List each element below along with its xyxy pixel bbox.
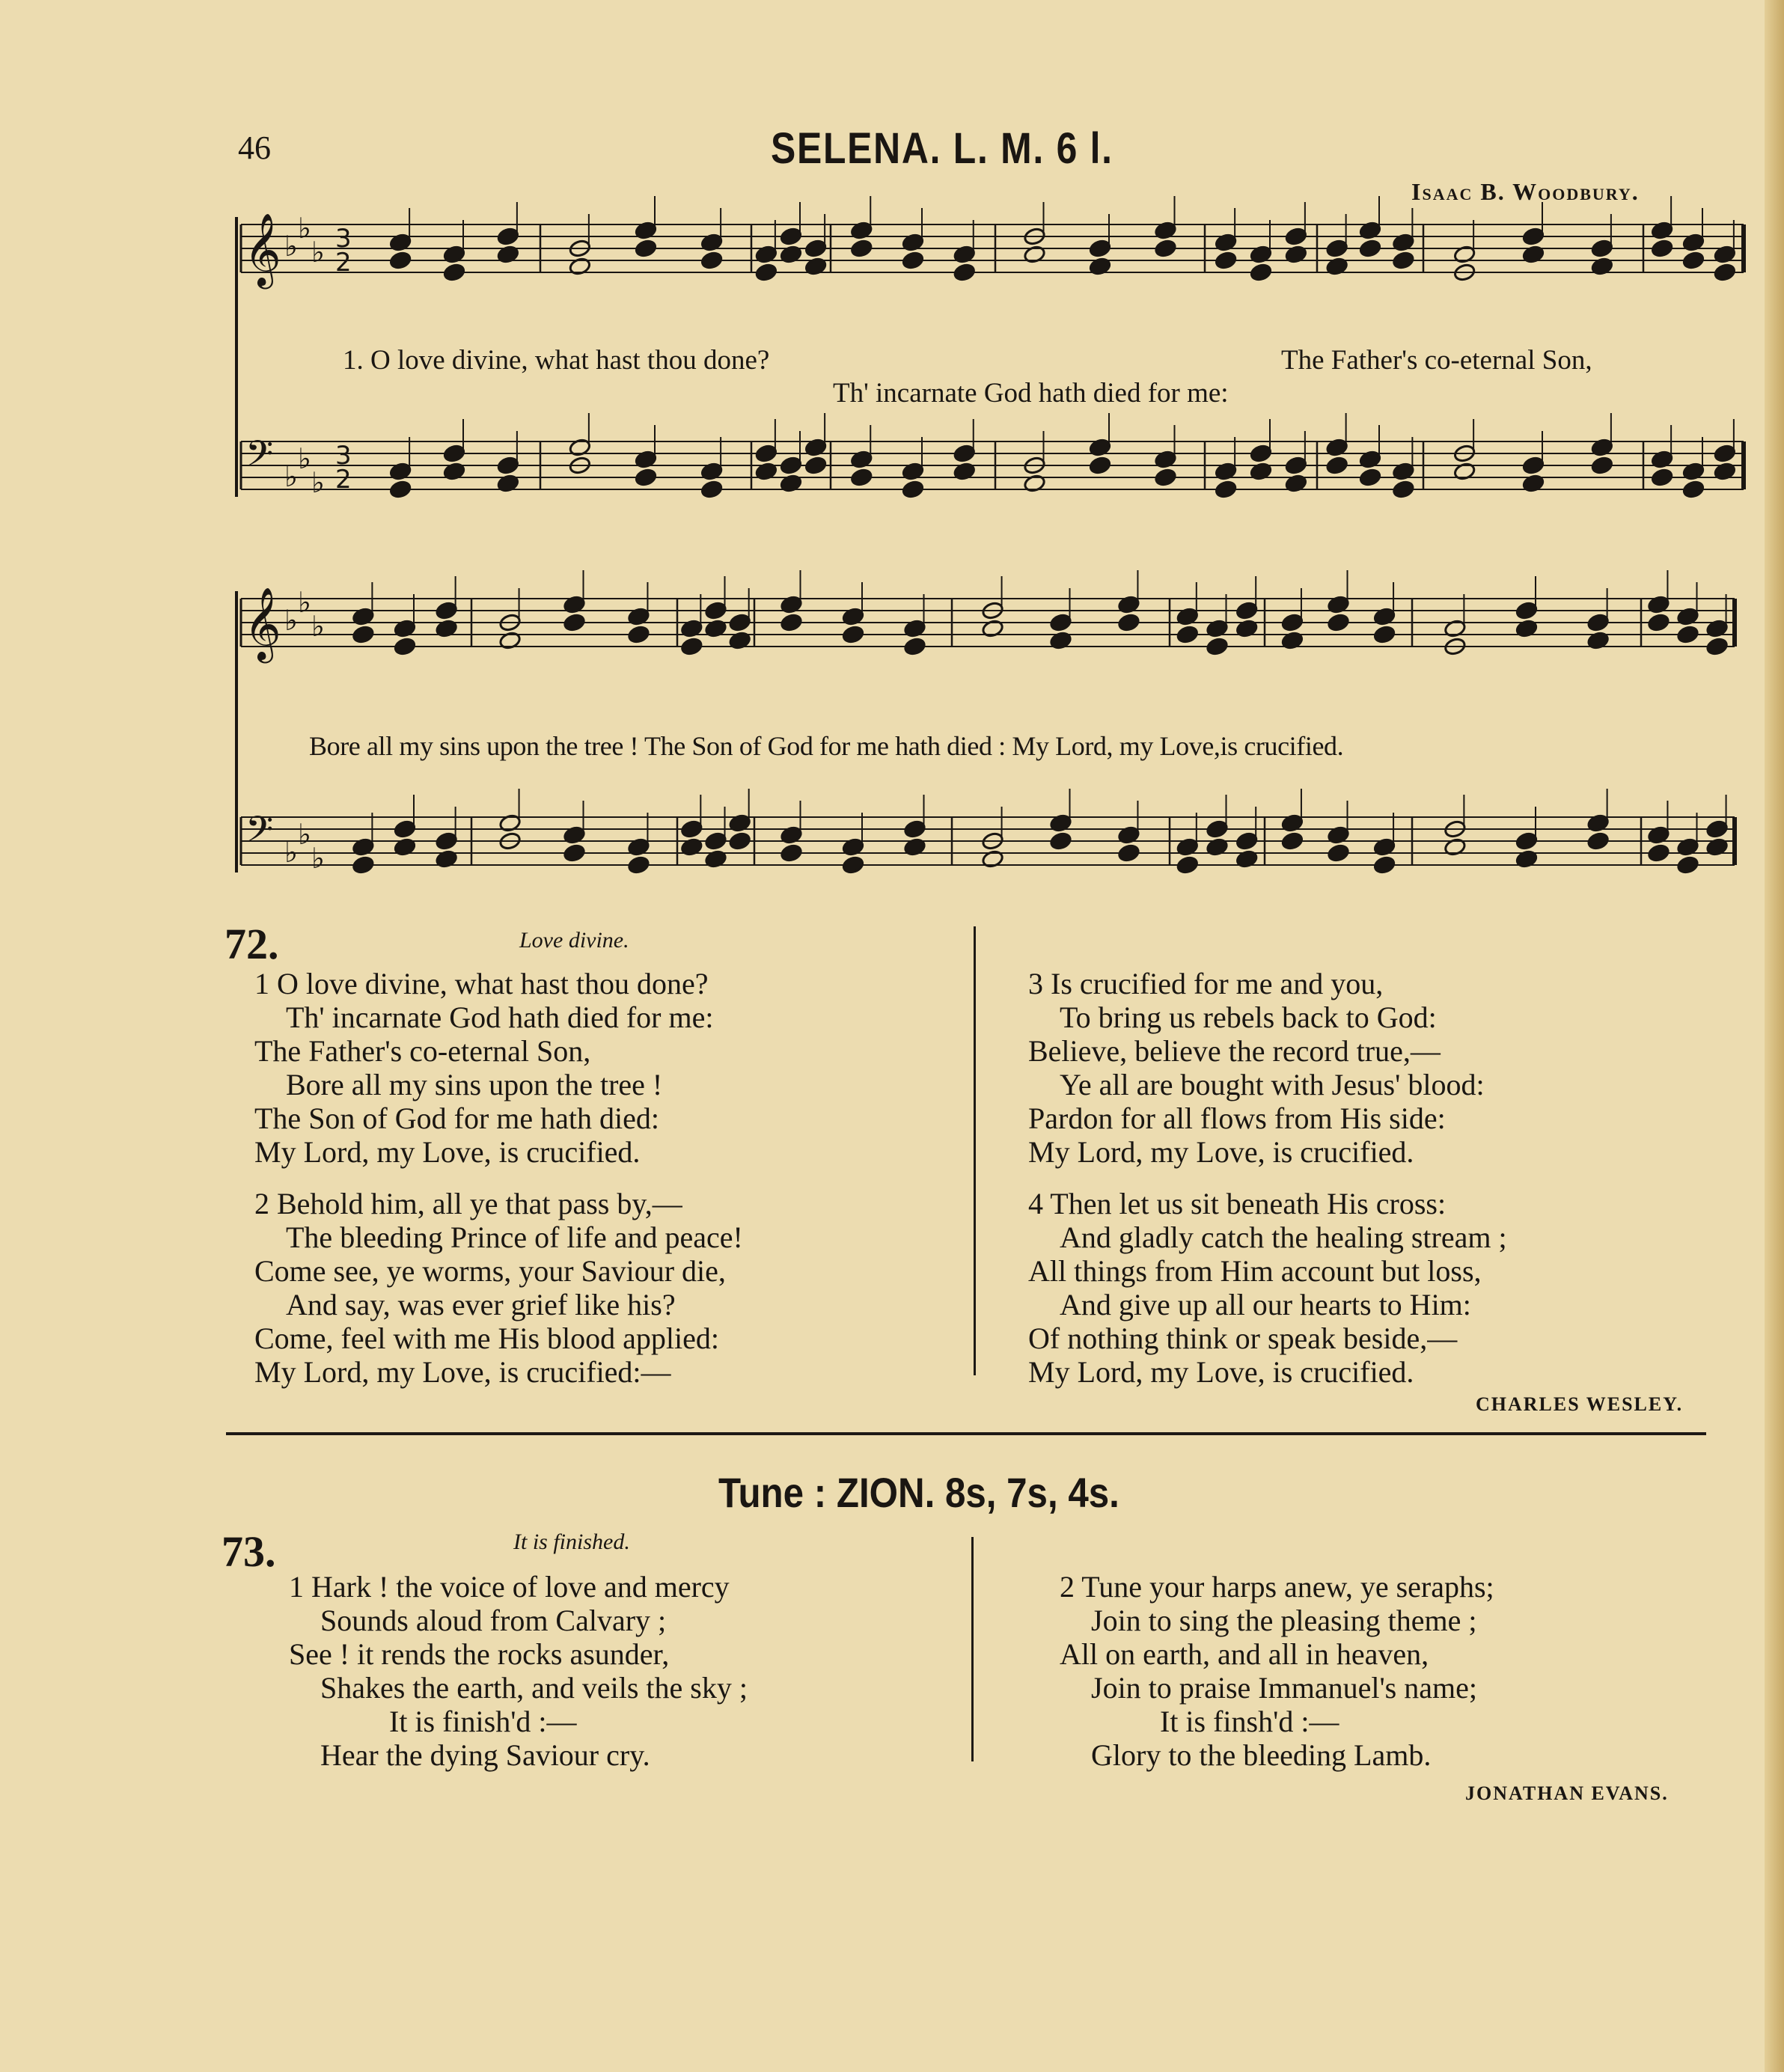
note — [755, 263, 778, 282]
note — [443, 263, 466, 282]
note — [755, 245, 778, 264]
note — [704, 601, 727, 620]
lyric-line: Bore all my sins upon the tree ! The Son of God for me hath died : My Lord, my Love,is crucified. — [309, 731, 1344, 761]
note — [497, 474, 520, 493]
note — [1049, 813, 1072, 833]
note — [352, 855, 375, 875]
note — [1705, 619, 1729, 638]
note — [804, 456, 828, 475]
note — [1281, 631, 1304, 650]
composer-credit: Isaac B. Woodbury. — [1411, 178, 1640, 205]
note — [394, 637, 417, 656]
note — [498, 813, 522, 833]
note — [780, 825, 803, 845]
note — [1682, 251, 1705, 270]
note — [728, 831, 751, 851]
note — [1591, 438, 1614, 457]
note — [1359, 450, 1382, 469]
note — [1176, 607, 1200, 626]
flat-icon: ♭ — [311, 610, 325, 643]
stanza — [1028, 967, 1485, 1169]
verse-line: My Lord, my Love, is crucified. — [1028, 1135, 1414, 1169]
note — [1522, 474, 1545, 493]
note — [850, 468, 873, 487]
note — [804, 239, 828, 258]
note — [389, 462, 412, 481]
note — [497, 456, 520, 475]
note — [804, 438, 828, 457]
note — [1647, 595, 1670, 614]
verse-line: And give up all our hearts to Him: — [1060, 1288, 1471, 1321]
note — [1705, 819, 1729, 839]
bass-clef-icon: 𝄢 — [245, 808, 274, 859]
stanza — [1028, 1187, 1507, 1389]
verse-line: See ! it rends the rocks asunder, — [289, 1637, 670, 1671]
verse-line: Come see, ye worms, your Saviour die, — [254, 1254, 726, 1288]
note — [1453, 462, 1476, 481]
note — [1250, 263, 1273, 282]
verse-line: My Lord, my Love, is crucified:— — [254, 1355, 671, 1389]
verse-line: My Lord, my Love, is crucified. — [1028, 1355, 1414, 1389]
verse-line: Sounds aloud from Calvary ; — [320, 1604, 667, 1637]
note — [1373, 607, 1396, 626]
note — [563, 613, 586, 632]
note — [728, 813, 751, 833]
note — [1714, 245, 1737, 264]
note — [780, 456, 803, 475]
note — [1647, 825, 1670, 845]
note — [1285, 245, 1308, 264]
note — [1714, 462, 1737, 481]
treble-clef-icon: 𝄞 — [244, 587, 281, 660]
note — [804, 257, 828, 276]
note — [1676, 855, 1699, 875]
note — [1591, 257, 1614, 276]
note — [435, 619, 458, 638]
note — [1176, 837, 1200, 857]
column-divider — [971, 1537, 974, 1761]
note — [563, 825, 586, 845]
verse-line: Join to sing the pleasing theme ; — [1091, 1604, 1477, 1637]
note — [435, 831, 458, 851]
verse-line: It is finish'd :— — [389, 1705, 577, 1738]
note — [1676, 837, 1699, 857]
note — [981, 849, 1004, 869]
note — [780, 227, 803, 246]
note — [1373, 625, 1396, 644]
note — [1049, 831, 1072, 851]
note — [953, 263, 976, 282]
note — [1154, 450, 1177, 469]
note — [704, 831, 727, 851]
note — [1651, 468, 1674, 487]
note — [1586, 831, 1610, 851]
note — [1453, 245, 1476, 264]
note — [1154, 468, 1177, 487]
note — [1206, 619, 1229, 638]
flat-icon: ♭ — [298, 586, 311, 619]
note — [1250, 245, 1273, 264]
lyric-line: Th' incarnate God hath died for me: — [833, 378, 1229, 409]
note — [728, 613, 751, 632]
stanza — [1060, 1570, 1494, 1772]
note — [780, 595, 803, 614]
note — [569, 438, 592, 457]
note — [1359, 239, 1382, 258]
note — [1206, 837, 1229, 857]
note — [389, 233, 412, 252]
note — [389, 251, 412, 270]
hymn-subtitle: Love divine. — [519, 928, 629, 953]
verse-line: The Father's co-eternal Son, — [254, 1034, 591, 1068]
page-number: 46 — [238, 129, 271, 166]
author-credit: CHARLES WESLEY. — [1476, 1393, 1684, 1415]
note — [1373, 855, 1396, 875]
note — [680, 637, 703, 656]
note — [1327, 595, 1350, 614]
note — [443, 444, 466, 463]
verse-line: Come, feel with me His blood applied: — [254, 1321, 719, 1355]
note — [680, 819, 703, 839]
note — [569, 257, 592, 276]
note — [1154, 239, 1177, 258]
verse-line: Of nothing think or speak beside,— — [1028, 1321, 1458, 1355]
note — [1089, 438, 1112, 457]
note — [902, 480, 925, 499]
note — [1235, 619, 1259, 638]
note — [1515, 619, 1539, 638]
verse-line: Th' incarnate God hath died for me: — [286, 1000, 714, 1034]
note — [1714, 444, 1737, 463]
note — [1235, 601, 1259, 620]
note — [394, 819, 417, 839]
note — [1647, 613, 1670, 632]
lyric-line: The Father's co-eternal Son, — [1281, 345, 1592, 376]
note — [780, 474, 803, 493]
note — [1325, 257, 1348, 276]
note — [680, 837, 703, 857]
note — [635, 468, 658, 487]
note — [394, 619, 417, 638]
note — [1444, 837, 1467, 857]
note — [1235, 831, 1259, 851]
time-signature-bottom: 2 — [335, 465, 352, 495]
verse-line: 1 Hark ! the voice of love and mercy — [289, 1570, 730, 1604]
note — [1705, 837, 1729, 857]
note — [1444, 619, 1467, 638]
note — [1591, 239, 1614, 258]
note — [627, 855, 650, 875]
verse-line: The Son of God for me hath died: — [254, 1101, 659, 1135]
note — [497, 227, 520, 246]
note — [1586, 631, 1610, 650]
note — [1647, 843, 1670, 863]
stanza — [254, 1187, 743, 1389]
flat-icon: ♭ — [311, 466, 325, 499]
flat-icon: ♭ — [311, 236, 325, 269]
time-signature-top: 3 — [335, 441, 352, 471]
note — [1359, 221, 1382, 240]
note — [902, 462, 925, 481]
note — [1215, 480, 1238, 499]
note — [1591, 456, 1614, 475]
note — [953, 245, 976, 264]
note — [1586, 813, 1610, 833]
verse-line: All on earth, and all in heaven, — [1060, 1637, 1429, 1671]
note — [1327, 825, 1350, 845]
note — [352, 837, 375, 857]
note — [1285, 474, 1308, 493]
note — [563, 843, 586, 863]
note — [1154, 221, 1177, 240]
stanza — [254, 967, 713, 1169]
note — [1515, 831, 1539, 851]
note — [1285, 456, 1308, 475]
note — [1327, 613, 1350, 632]
note — [1522, 456, 1545, 475]
note — [903, 637, 926, 656]
tune-heading: Tune : ZION. 8s, 7s, 4s. — [718, 1469, 1119, 1516]
note — [1089, 257, 1112, 276]
note — [1089, 456, 1112, 475]
note — [1049, 613, 1072, 632]
note — [842, 607, 865, 626]
note — [1651, 239, 1674, 258]
note — [1206, 637, 1229, 656]
verse-line: 3 Is crucified for me and you, — [1028, 967, 1384, 1000]
note — [1515, 601, 1539, 620]
time-signature-bottom: 2 — [335, 248, 352, 278]
note — [903, 619, 926, 638]
note — [780, 843, 803, 863]
note — [1281, 831, 1304, 851]
flat-icon: ♭ — [311, 842, 325, 875]
verse-line: To bring us rebels back to God: — [1060, 1000, 1437, 1034]
verse-line: Glory to the bleeding Lamb. — [1091, 1738, 1432, 1772]
note — [627, 625, 650, 644]
note — [700, 480, 724, 499]
note — [1522, 227, 1545, 246]
note — [1392, 233, 1415, 252]
note — [1089, 239, 1112, 258]
verse-line: Bore all my sins upon the tree ! — [286, 1068, 663, 1101]
verse-line: And gladly catch the healing stream ; — [1060, 1220, 1507, 1254]
note — [635, 450, 658, 469]
verse-line: The bleeding Prince of life and peace! — [286, 1220, 743, 1254]
flat-icon: ♭ — [298, 818, 311, 851]
note — [704, 849, 727, 869]
note — [1325, 456, 1348, 475]
note — [700, 251, 724, 270]
column-divider — [974, 926, 976, 1375]
note — [627, 607, 650, 626]
flat-icon: ♭ — [284, 604, 298, 637]
verse-line: My Lord, my Love, is crucified. — [254, 1135, 641, 1169]
note — [1714, 263, 1737, 282]
hymn-number: 73. — [222, 1527, 276, 1576]
stanza — [289, 1570, 748, 1772]
note — [443, 462, 466, 481]
note — [700, 233, 724, 252]
lyric-line: 1. O love divine, what hast thou done? — [343, 345, 770, 376]
flat-icon: ♭ — [298, 212, 311, 245]
note — [728, 631, 751, 650]
note — [352, 607, 375, 626]
note — [394, 837, 417, 857]
note — [627, 837, 650, 857]
note — [352, 625, 375, 644]
note — [680, 619, 703, 638]
author-credit: JONATHAN EVANS. — [1465, 1782, 1669, 1804]
note — [1215, 251, 1238, 270]
verse-line: 2 Tune your harps anew, ye seraphs; — [1060, 1570, 1494, 1604]
note — [755, 462, 778, 481]
verse-line: Ye all are bought with Jesus' blood: — [1060, 1068, 1485, 1101]
note — [1049, 631, 1072, 650]
verse-line: Shakes the earth, and veils the sky ; — [320, 1671, 748, 1705]
note — [1392, 480, 1415, 499]
note — [497, 245, 520, 264]
verse-line: 1 O love divine, what hast thou done? — [254, 967, 709, 1000]
note — [635, 221, 658, 240]
verse-line: Pardon for all flows from His side: — [1028, 1101, 1446, 1135]
verse-line: Join to praise Immanuel's name; — [1091, 1671, 1477, 1705]
note — [902, 233, 925, 252]
verse-line: Hear the dying Saviour cry. — [320, 1738, 650, 1772]
note — [1117, 825, 1140, 845]
note — [1522, 245, 1545, 264]
flat-icon: ♭ — [284, 460, 298, 493]
note — [1676, 625, 1699, 644]
note — [435, 601, 458, 620]
note — [1117, 595, 1140, 614]
tune-title: SELENA. L. M. 6 l. — [771, 124, 1114, 173]
note — [443, 245, 466, 264]
note — [953, 462, 976, 481]
note — [1651, 450, 1674, 469]
flat-icon: ♭ — [284, 836, 298, 869]
note — [953, 444, 976, 463]
note — [704, 619, 727, 638]
bass-clef-icon: 𝄢 — [245, 433, 274, 483]
music-score — [0, 0, 1784, 913]
section-divider — [226, 1432, 1706, 1435]
note — [1515, 849, 1539, 869]
note — [903, 837, 926, 857]
note — [1682, 233, 1705, 252]
note — [1285, 227, 1308, 246]
note — [1676, 607, 1699, 626]
note — [1682, 462, 1705, 481]
treble-clef-icon: 𝄞 — [244, 213, 281, 286]
note — [755, 444, 778, 463]
note — [389, 480, 412, 499]
note — [1250, 462, 1273, 481]
verse-line: It is finsh'd :— — [1160, 1705, 1339, 1738]
note — [700, 462, 724, 481]
note — [842, 837, 865, 857]
note — [1117, 843, 1140, 863]
note — [1235, 849, 1259, 869]
note — [850, 450, 873, 469]
note — [842, 855, 865, 875]
hymn-number: 72. — [224, 920, 279, 968]
note — [1705, 637, 1729, 656]
note — [780, 613, 803, 632]
note — [1250, 444, 1273, 463]
note — [1117, 613, 1140, 632]
note — [1206, 819, 1229, 839]
note — [1176, 855, 1200, 875]
note — [780, 245, 803, 264]
hymn-subtitle: It is finished. — [513, 1529, 630, 1554]
note — [1682, 480, 1705, 499]
verse-line: 4 Then let us sit beneath His cross: — [1028, 1187, 1447, 1220]
note — [1281, 813, 1304, 833]
note — [1215, 462, 1238, 481]
note — [850, 221, 873, 240]
note — [1586, 613, 1610, 632]
note — [902, 251, 925, 270]
note — [1359, 468, 1382, 487]
note — [1325, 438, 1348, 457]
note — [981, 619, 1004, 638]
note — [1651, 221, 1674, 240]
note — [1023, 245, 1046, 264]
note — [842, 625, 865, 644]
note — [1373, 837, 1396, 857]
verse-line: Believe, believe the record true,— — [1028, 1034, 1441, 1068]
verse-line: All things from Him account but loss, — [1028, 1254, 1482, 1288]
note — [1281, 613, 1304, 632]
note — [850, 239, 873, 258]
flat-icon: ♭ — [284, 230, 298, 263]
note — [1392, 251, 1415, 270]
verse-line: 2 Behold him, all ye that pass by,— — [254, 1187, 682, 1220]
time-signature-top: 3 — [335, 224, 352, 254]
note — [498, 631, 522, 650]
note — [1327, 843, 1350, 863]
note — [1392, 462, 1415, 481]
note — [1176, 625, 1200, 644]
note — [1023, 474, 1046, 493]
flat-icon: ♭ — [298, 442, 311, 475]
note — [903, 819, 926, 839]
verse-line: And say, was ever grief like his? — [286, 1288, 676, 1321]
note — [435, 849, 458, 869]
note — [635, 239, 658, 258]
note — [1325, 239, 1348, 258]
note — [1215, 233, 1238, 252]
note — [563, 595, 586, 614]
